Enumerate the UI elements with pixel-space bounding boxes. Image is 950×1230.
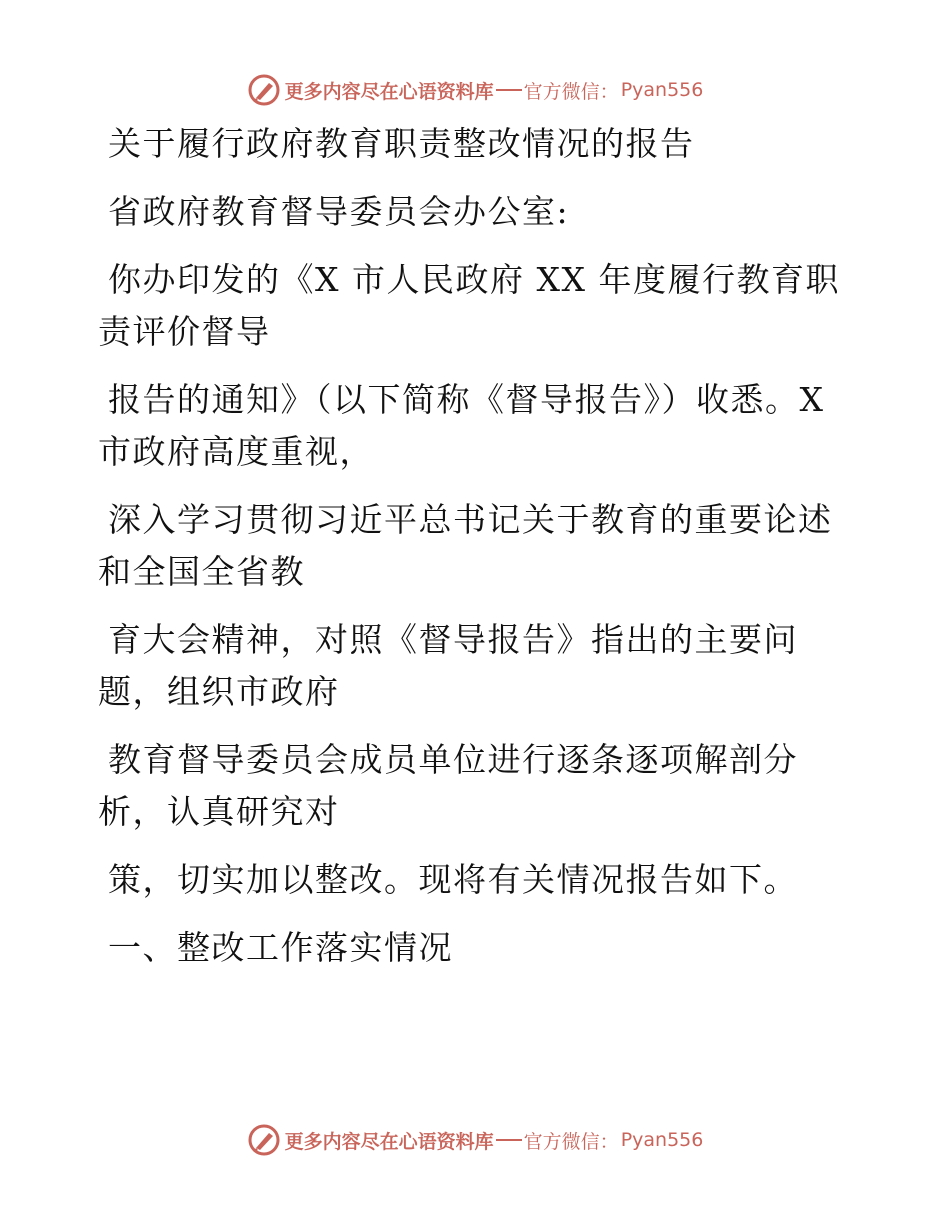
paragraph-2: 报告的通知》（以下简称《督导报告》）收悉。X 市政府高度重视， [98, 380, 825, 471]
paragraph-1: 你办印发的《X 市人民政府 XX 年度履行教育职 责评价督导 [98, 260, 840, 351]
watermark-text: 更多内容尽在心语资料库 [284, 80, 494, 103]
paragraph-4: 育大会精神，对照《督导报告》指出的主要问 题，组织市政府 [98, 620, 798, 711]
watermark-text: 更多内容尽在心语资料库 [284, 1130, 494, 1153]
section-heading: 一、整改工作落实情况 [108, 928, 453, 967]
watermark-footer [0, 1122, 950, 1158]
pen-logo-icon [247, 1123, 281, 1157]
document-title: 关于履行政府教育职责整改情况的报告 [108, 124, 695, 163]
watermark-separator [496, 1139, 522, 1141]
paragraph-3: 深入学习贯彻习近平总书记关于教育的重要论述 和全国全省教 [98, 500, 833, 591]
watermark-separator [496, 89, 522, 91]
watermark-wechat-label: 官方微信： [523, 80, 619, 103]
document-body [98, 118, 858, 990]
watermark-wechat-label: 官方微信： [523, 1130, 619, 1153]
document-addressee: 省政府教育督导委员会办公室: [108, 192, 570, 231]
pen-logo-icon [247, 73, 281, 107]
paragraph-closing: 策，切实加以整改。现将有关情况报告如下。 [108, 860, 798, 899]
watermark-wechat-id: Pyan556 [620, 1129, 704, 1151]
watermark-header [0, 72, 950, 108]
paragraph-5: 教育督导委员会成员单位进行逐条逐项解剖分 析，认真研究对 [98, 740, 798, 831]
watermark-wechat-id: Pyan556 [620, 79, 704, 101]
